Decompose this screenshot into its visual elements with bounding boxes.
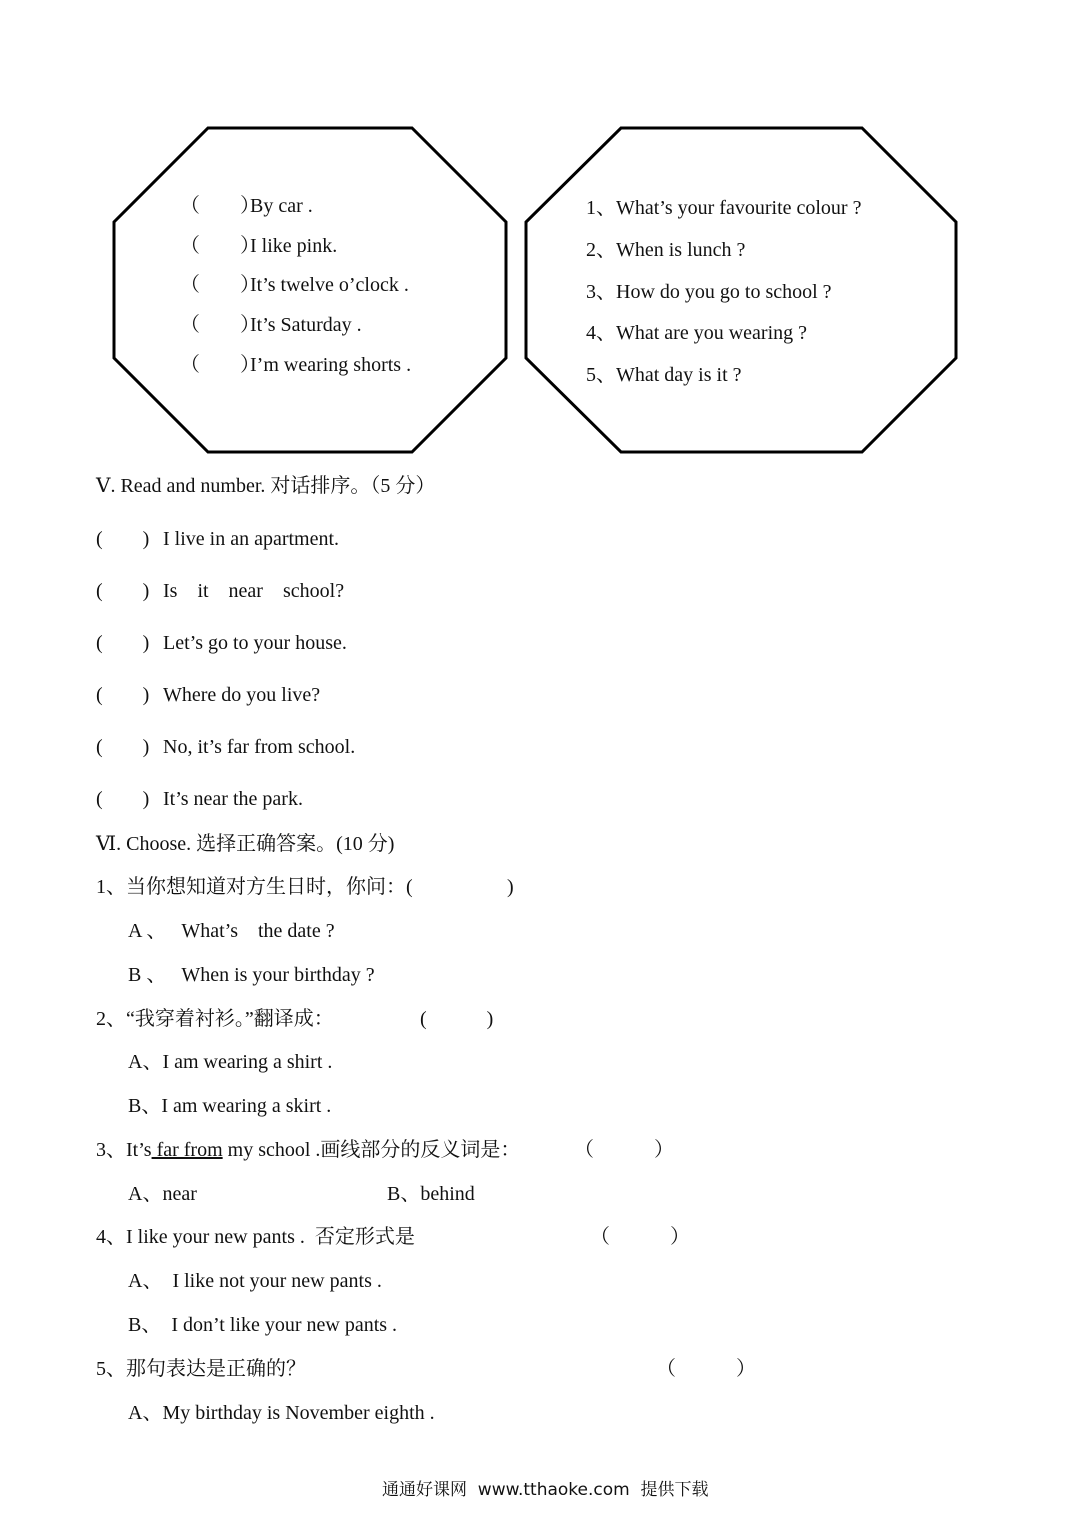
number-blank[interactable]: ( ) [96,788,150,810]
question-4-stem: 4、I like your new pants . 否定形式是 [96,1226,415,1248]
question-2-option-a: A、I am wearing a shirt . [128,1051,333,1073]
question-item: 4、What are you wearing ? [586,322,808,344]
question-5-blank[interactable]: （ ） [656,1358,756,1380]
question-item: 1、What’s your favourite colour ? [586,197,862,219]
answer-blank[interactable]: （ ） [180,354,260,376]
question-3-stem [96,1138,520,1162]
dialogue-line: Let’s go to your house. [163,632,347,654]
question-3-underlined-phrase: far from [151,1139,223,1161]
dialogue-line: Where do you live? [163,684,321,706]
question-3-stem-pre: 3、It’s [96,1139,152,1161]
answer-blank[interactable]: （ ） [180,314,260,336]
page-footer: 通通好课网 www.tthaoke.com 提供下载 [382,1480,709,1500]
answer-item: By car . [250,195,313,217]
question-3-option-b: B、behind [387,1183,475,1205]
question-2-blank[interactable]: ( ) [420,1008,494,1030]
question-4-blank[interactable]: （ ） [590,1226,690,1248]
question-item: 2、When is lunch ? [586,239,746,261]
number-blank[interactable]: ( ) [96,580,150,602]
question-3-blank[interactable]: （ ） [574,1139,674,1161]
answer-item: I’m wearing shorts . [250,354,412,376]
question-item: 5、What day is it ? [586,364,742,386]
number-blank[interactable]: ( ) [96,632,150,654]
answer-blank[interactable]: （ ） [180,195,260,217]
question-1-stem: 1、当你想知道对方生日时，你问：( [96,876,413,898]
question-item: 3、How do you go to school ? [586,281,832,303]
question-5-option-a: A、My birthday is November eighth . [128,1402,435,1424]
dialogue-line: I live in an apartment. [163,528,340,550]
question-4-option-a: A、 I like not your new pants . [128,1270,382,1292]
dialogue-line: Is it near school? [163,580,345,602]
answer-item: I like pink. [250,235,338,257]
answer-item: It’s Saturday . [250,314,362,336]
question-2-option-b: B、I am wearing a skirt . [128,1095,332,1117]
answer-blank[interactable]: （ ） [180,274,260,296]
question-3-stem-post: my school .画线部分的反义词是： [222,1139,521,1161]
question-3-option-a: A、near [128,1183,197,1205]
question-4-option-b: B、 I don’t like your new pants . [128,1314,398,1336]
matching-frames [0,0,1087,470]
answer-item: It’s twelve o’clock . [250,274,409,296]
answer-blank[interactable]: （ ） [180,235,260,257]
question-2-stem: 2、“我穿着衬衫。”翻译成： [96,1008,334,1030]
question-1-blank-close[interactable]: ) [507,876,514,898]
number-blank[interactable]: ( ) [96,684,150,706]
question-1-option-a: A 、 What’s the date ? [128,920,335,942]
question-1-option-b: B 、 When is your birthday ? [128,964,375,986]
section-5-title: Ⅴ. Read and number. 对话排序。（5 分） [96,475,436,497]
section-6-title: Ⅵ. Choose. 选择正确答案。(10 分) [96,833,395,855]
dialogue-line: No, it’s far from school. [163,736,356,758]
number-blank[interactable]: ( ) [96,528,150,550]
question-5-stem: 5、那句表达是正确的？ [96,1358,306,1380]
number-blank[interactable]: ( ) [96,736,150,758]
dialogue-line: It’s near the park. [163,788,303,810]
